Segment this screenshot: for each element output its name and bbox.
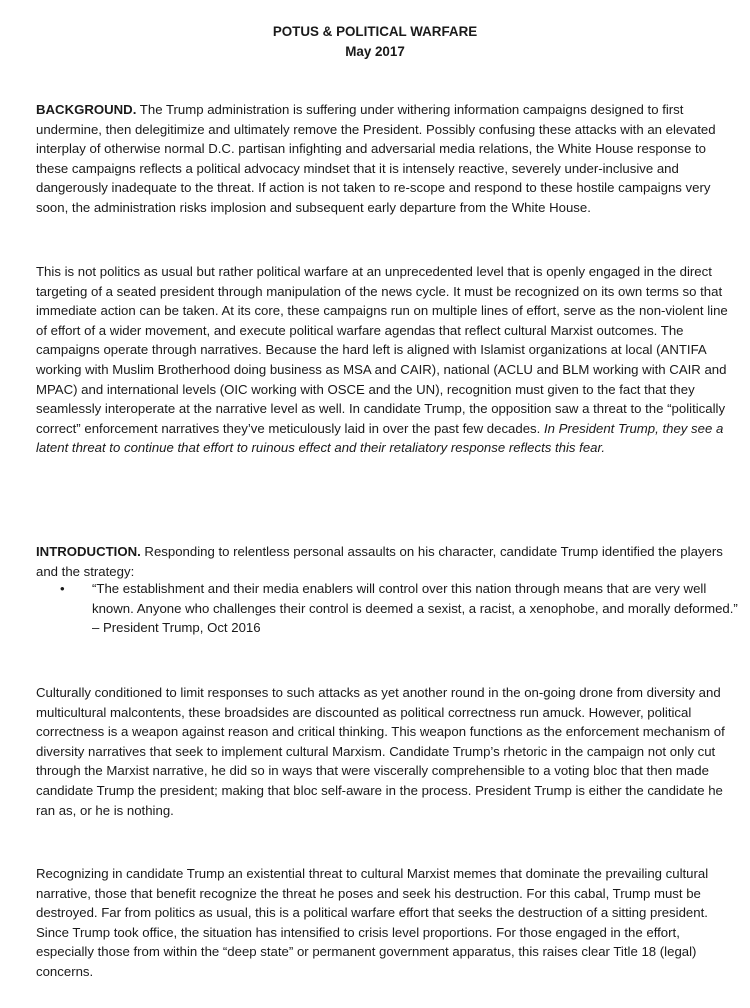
introduction-text: Responding to relentless personal assaults on his character, candidate Trump identified the players and the strategy: xyxy=(36,544,723,579)
bullet-icon: • xyxy=(60,581,65,596)
quote-bullet-item xyxy=(60,579,740,638)
background-text: The Trump administration is suffering under withering information campaigns designed to first undermine, then delegitimize and ultimately remove the President. Possibly confusing these attacks with an elevated interplay of otherwise normal D.C. partisan infighting and adversarial media relations, the White House response to these campaigns reflects a political advocacy mindset that it is intensely reactive, severely under-inclusive and dangerously inadequate to the threat. If action is not taken to re-scope and respond to these hostile campaigns very soon, the administration risks implosion and subsequent early departure from the White House. xyxy=(36,102,716,215)
document-title: POTUS & POLITICAL WARFARE xyxy=(272,24,478,39)
existential-threat-paragraph xyxy=(36,864,736,982)
document-header xyxy=(0,22,750,62)
political-warfare-text: This is not politics as usual but rather political warfare at an unprecedented level that is openly engaged in the direct targeting of a seated president through manipulation of the news cycle. It must be recognized on its own terms so that immediate action can be taken. At its core, these campaigns run on multiple lines of effort, serve as the non-violent line of effort of a wider movement, and execute political warfare agendas that reflect cultural Marxist outcomes. The campaigns operate through narratives. Because the hard left is aligned with Islamist organizations at local (ANTIFA working with Muslim Brotherhood doing business as MSA and CAIR), national (ACLU and BLM working with CAIR and MPAC) and international levels (OIC working with OSCE and the UN), recognition must given to the fact that they seamlessly interoperate at the narrative level as well. In candidate Trump, the opposition saw a threat to the “politically correct” enforcement narratives they’ve meticulously laid in over the past few decades. xyxy=(36,264,728,436)
political-correctness-paragraph xyxy=(36,683,736,820)
political-correctness-text: Culturally conditioned to limit responses to such attacks as yet another round in the on-going drone from diversity and multicultural malcontents, these broadsides are discounted as political correctness run amuck. However, political correctness is a weapon against reason and critical thinking. This weapon functions as the enforcement mechanism of diversity narratives that seek to implement cultural Marxism. Candidate Trump’s rhetoric in the campaign not only cut through the Marxist narrative, he did so in ways that were viscerally comprehensible to a voting bloc that then made candidate Trump the president; making that bloc self-aware in the process. President Trump is either the candidate he ran as, or he is nothing. xyxy=(36,685,725,818)
introduction-heading: INTRODUCTION. xyxy=(36,544,141,559)
quote-text: “The establishment and their media enablers will control over this nation through means that are very well known. Anyone who challenges their control is deemed a sexist, a racist, a xenophobe, and morally deformed.” – President Trump, Oct 2016 xyxy=(92,581,738,636)
existential-threat-text: Recognizing in candidate Trump an existential threat to cultural Marxist memes that dominate the prevailing cultural narrative, those that benefit recognize the threat he poses and seek his destruction. For this cabal, Trump must be destroyed. Far from politics as usual, this is a political warfare effort that seeks the destruction of a sitting president. Since Trump took office, the situation has intensified to crisis level proportions. For those engaged in the effort, especially those from within the “deep state” or permanent government apparatus, this raises clear Title 18 (legal) concerns. xyxy=(36,866,709,979)
political-warfare-italic-text: In President Trump, they see a latent threat to continue that effort to ruinous effect and their retaliatory response reflects this fear. xyxy=(36,420,724,456)
introduction-paragraph xyxy=(36,542,736,581)
political-warfare-paragraph xyxy=(36,262,736,458)
background-paragraph xyxy=(36,100,736,218)
document-date: May 2017 xyxy=(345,44,405,59)
background-heading: BACKGROUND. xyxy=(36,102,137,117)
